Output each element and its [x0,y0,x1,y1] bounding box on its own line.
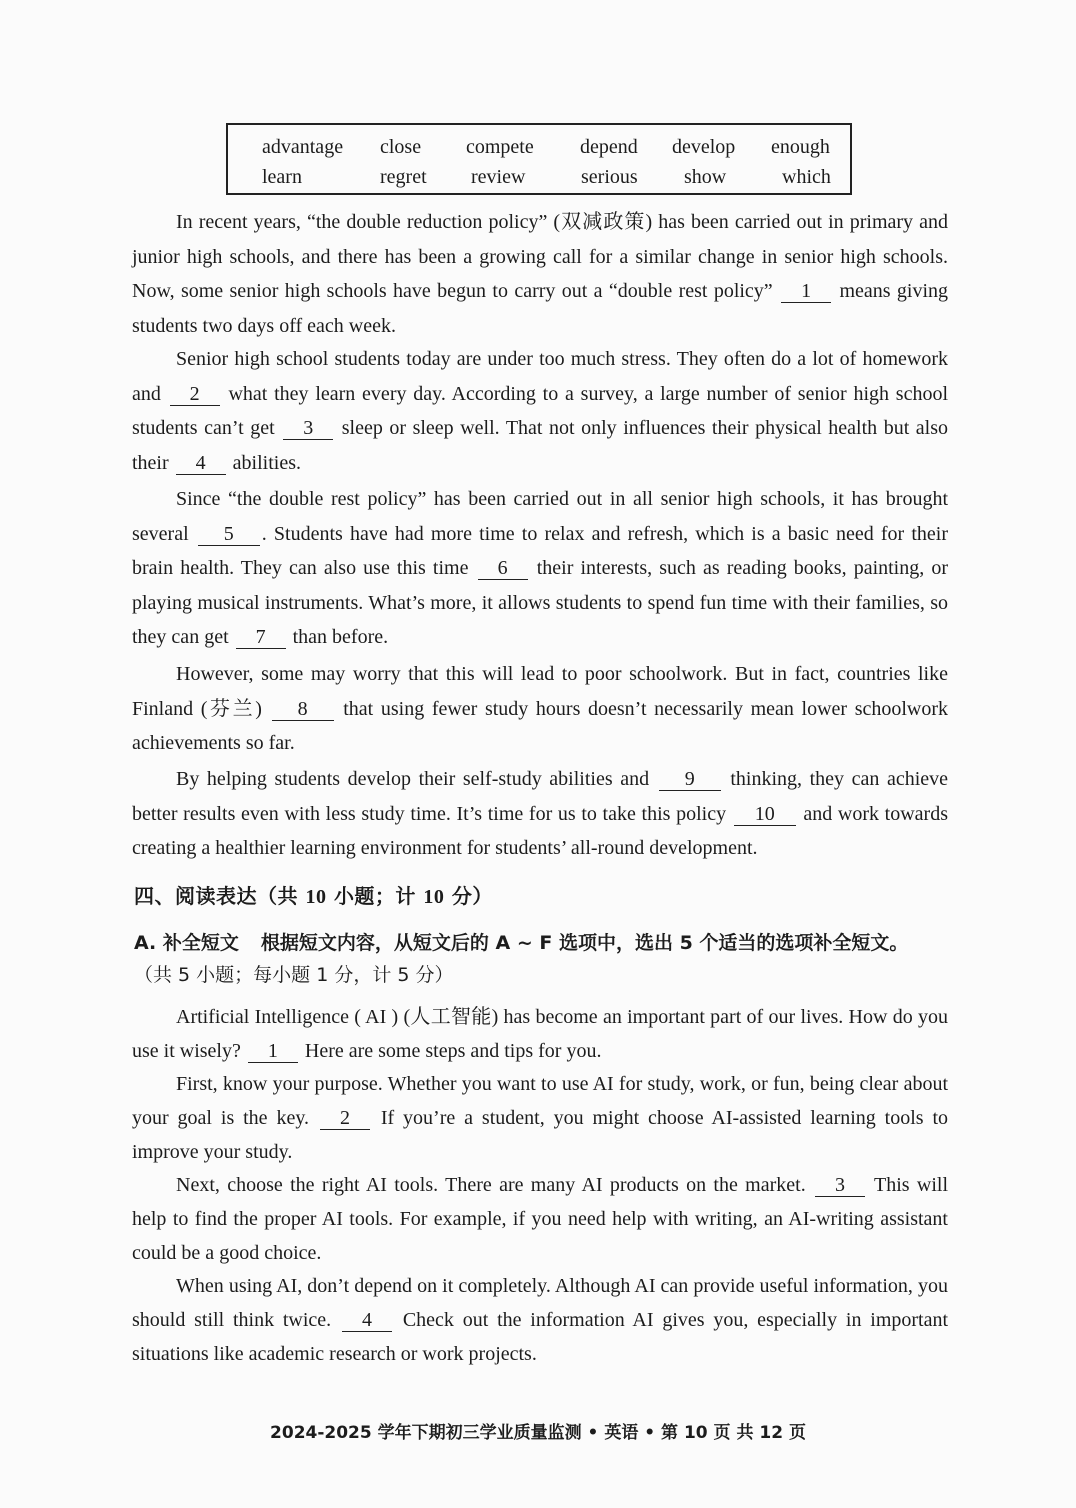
passage-text: and work towards creating a healthier learning environment for students’ all-round development. [132,802,949,860]
passage2-paragraph-4 [132,1269,948,1371]
answer-blank[interactable]: 3 [815,1174,865,1197]
passage-text: Senior high school students today are under too much stress. They often do a lot of homework and [132,348,948,405]
passage-text: This will help to find the proper AI tools. For example, if you need help with writing, an AI-writing assistant could be a good choice. [132,1174,948,1264]
answer-blank[interactable]: 8 [272,698,334,721]
word-bank-word: regret [380,166,427,188]
word-bank-box [226,123,852,195]
answer-blank[interactable]: 2 [170,383,220,406]
passage-text: means giving students two days off each week. [132,280,949,337]
passage1-paragraph-2 [132,342,948,480]
passage-text: thinking, they can achieve better results even with less study time. It’s time for us to take this policy [132,768,949,825]
passage1-paragraph-3 [132,482,948,655]
answer-blank[interactable]: 9 [659,768,721,791]
section-4-heading [134,880,493,909]
answer-blank[interactable]: 10 [734,803,796,826]
word-bank-word: review [471,166,526,188]
word-bank-word: serious [581,166,638,188]
answer-blank[interactable]: 5 [198,523,260,546]
word-bank-word: enough [771,136,830,158]
passage1-paragraph-4 [132,657,948,761]
passage-text: than before. [292,626,389,649]
passage-text: Artificial Intelligence ( AI ) (人工智能) has become an important part of our lives. How do you use it wisely? [132,1006,948,1062]
passage-text: . Students have had more time to relax and refresh, which is a basic need for their brain health. They can also use this time [132,522,948,580]
passage-text: If you’re a student, you might choose AI-assisted learning tools to improve your study. [132,1107,949,1163]
heading-text: 小题；计 [333,884,416,908]
passage-text: their interests, such as reading books, painting, or playing musical instruments. What’s more, it allows students to spend fun time with their families, so they can get [132,557,948,649]
word-bank-word: advantage [262,136,344,158]
page-footer: 2024-2025 学年下期初三学业质量监测 • 英语 • 第 10 页 共 12 页 [270,1423,806,1443]
answer-blank[interactable]: 1 [781,280,831,303]
heading-text: 分） [451,884,493,908]
passage-text: abilities. [232,451,301,474]
passage-text: However, some may worry that this will lead to poor schoolwork. But in fact, countries like Finland (芬兰) [132,663,948,720]
answer-blank[interactable]: 6 [478,557,528,580]
passage2-paragraph-3 [132,1168,948,1270]
passage-text: Next, choose the right AI tools. There are many AI products on the market. [176,1174,806,1196]
answer-blank[interactable]: 4 [176,452,226,475]
section-a-label: A. 补全短文 [134,932,239,954]
passage2-paragraph-1 [132,1000,948,1068]
passage-text: what they learn every day. According to a survey, a large number of senior high school students can’t get [132,382,949,440]
answer-blank[interactable]: 2 [320,1107,370,1130]
section-a-instruction [134,928,908,955]
word-bank-word: close [380,136,422,158]
word-bank-word: show [684,166,727,188]
passage-text: sleep or sleep well. That not only influences their physical health but also their [132,417,949,474]
section-a-score-note: （共 5 小题；每小题 1 分，计 5 分） [134,964,454,986]
passage-text: In recent years, “the double reduction policy” (双减政策) has been carried out in primary and junior high schools, and there has been a growing call for a similar change in senior high schools. Now, some senior high schools have begun to carry out a “double rest policy” [132,211,948,303]
passage-text: By helping students develop their self-study abilities and [176,768,650,790]
passage-text: Since “the double rest policy” has been carried out in all senior high schools, it has brought several [132,488,948,545]
passage-text: Here are some steps and tips for you. [304,1040,602,1062]
passage2-paragraph-2 [132,1067,948,1169]
word-bank-word: compete [466,136,534,158]
answer-blank[interactable]: 1 [248,1040,298,1063]
section-a-text: 根据短文内容，从短文后的 A ~ F 选项中，选出 5 个适当的选项补全短文。 [260,932,909,954]
word-bank-word: which [782,166,831,188]
heading-text: 四、阅读表达（共 [134,884,298,908]
word-bank-word: develop [672,136,736,158]
word-bank-word: depend [580,136,638,158]
answer-blank[interactable]: 3 [283,417,333,440]
word-bank-word: learn [262,166,302,188]
passage1-paragraph-5 [132,762,948,866]
answer-blank[interactable]: 4 [342,1309,392,1332]
heading-number: 10 [305,886,327,908]
heading-number: 10 [423,886,445,908]
passage-text: Check out the information AI gives you, especially in important situations like academic research or work projects. [132,1309,949,1365]
passage1-paragraph-1 [132,205,948,343]
passage-text: When using AI, don’t depend on it completely. Although AI can provide useful information, you should still think twice. [132,1275,948,1331]
answer-blank[interactable]: 7 [236,626,286,649]
passage-text: First, know your purpose. Whether you want to use AI for study, work, or fun, being clear about your goal is the key. [132,1073,948,1129]
passage-text: that using fewer study hours doesn’t necessarily mean lower schoolwork achievements so far. [132,697,949,755]
